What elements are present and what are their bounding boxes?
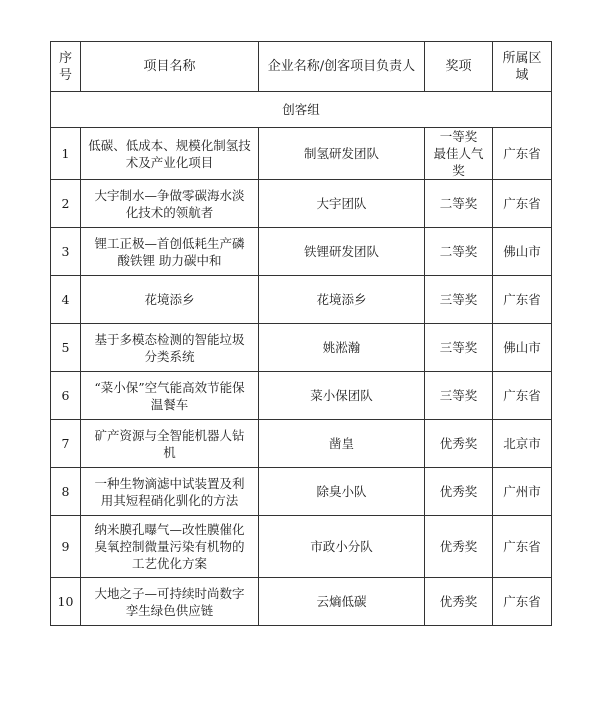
row-index (51, 180, 81, 228)
row-project-name (81, 372, 259, 420)
row-team (259, 516, 425, 578)
row-project-name-line: 用其短程硝化驯化的方法 (100, 492, 239, 508)
row-award-line: 优秀奖 (439, 436, 478, 451)
row-award (425, 128, 493, 180)
row-project-name (81, 468, 259, 516)
row-team-line: 花境添乡 (316, 292, 367, 307)
row-team (259, 578, 425, 626)
row-project-name (81, 420, 259, 468)
table-header (51, 42, 552, 92)
row-region (493, 516, 552, 578)
row-team-line: 市政小分队 (310, 539, 373, 554)
row-index-line: 4 (61, 292, 70, 307)
row-award (425, 372, 493, 420)
row-project-name-line: 大宇制水—争做零碳海水淡 (94, 187, 245, 203)
row-project-name-line: 纳米膜孔曝气—改性膜催化 (94, 522, 245, 537)
table-row (51, 468, 552, 516)
table-body (51, 92, 552, 626)
row-team-line: 凿皇 (328, 436, 354, 451)
row-team-line: 大宇团队 (316, 196, 367, 211)
row-region-line: 广东省 (503, 594, 541, 609)
row-award (425, 276, 493, 324)
row-project-name (81, 128, 259, 180)
row-index-line: 7 (61, 436, 70, 451)
row-team (259, 468, 425, 516)
row-project-name (81, 180, 259, 228)
row-project-name-line: 孪生绿色供应链 (125, 602, 214, 618)
row-index-line: 2 (61, 196, 70, 211)
row-project-name-line: 锂工正极—首创低耗生产磷 (94, 235, 245, 251)
row-team-line: 制氢研发团队 (303, 146, 379, 161)
row-index (51, 578, 81, 626)
row-award-line: 三等奖 (439, 340, 478, 355)
row-index (51, 324, 81, 372)
row-region-line: 广东省 (503, 292, 541, 307)
row-award-line: 最佳人气奖 (433, 146, 484, 178)
row-region (493, 276, 552, 324)
row-index-line: 8 (61, 484, 70, 499)
row-index-line: 6 (61, 388, 70, 403)
row-project-name (81, 516, 259, 578)
table-row (51, 180, 552, 228)
row-team (259, 372, 425, 420)
row-team (259, 180, 425, 228)
table-row (51, 276, 552, 324)
row-region-line: 广东省 (503, 539, 541, 554)
row-index-line: 5 (61, 340, 70, 355)
row-region-line: 广州市 (503, 484, 541, 499)
table-row (51, 420, 552, 468)
row-award (425, 578, 493, 626)
row-region-line: 北京市 (503, 436, 541, 451)
row-team (259, 420, 425, 468)
row-project-name-line: 工艺优化方案 (131, 556, 207, 571)
row-project-name-line: 低碳、低成本、规模化制氢技 (88, 137, 251, 153)
row-project-name-line: 术及产业化项目 (125, 154, 214, 170)
row-index-line: 3 (61, 244, 70, 259)
row-project-name-line: 分类系统 (144, 348, 195, 364)
row-project-name-line: 酸铁锂 助力碳中和 (117, 252, 222, 268)
row-project-name-line: 矿产资源与全智能机器人钻 (94, 427, 245, 443)
header-award: 奖项 (425, 42, 493, 92)
row-project-name-line: 臭氧控制微量污染有机物的 (94, 539, 245, 554)
row-region (493, 180, 552, 228)
row-project-name-line: “菜小保”空气能高效节能保 (94, 379, 245, 395)
row-region (493, 468, 552, 516)
row-team (259, 324, 425, 372)
row-award-line: 二等奖 (439, 196, 478, 211)
row-region (493, 128, 552, 180)
row-index (51, 420, 81, 468)
row-award (425, 420, 493, 468)
row-project-name-line: 基于多模态检测的智能垃圾 (94, 331, 245, 347)
row-region (493, 228, 552, 276)
row-team-line: 铁锂研发团队 (303, 244, 379, 259)
row-region-line: 广东省 (503, 146, 541, 161)
row-award (425, 468, 493, 516)
row-team (259, 276, 425, 324)
row-award (425, 324, 493, 372)
row-team-line: 除臭小队 (316, 484, 367, 499)
row-index (51, 372, 81, 420)
row-award-line: 优秀奖 (439, 484, 478, 499)
row-project-name (81, 324, 259, 372)
table-row (51, 128, 552, 180)
header-project-name: 项目名称 (81, 42, 259, 92)
table-row (51, 372, 552, 420)
row-region-line: 佛山市 (503, 244, 541, 259)
row-region-line: 佛山市 (503, 340, 541, 355)
awards-table (50, 41, 552, 626)
group-label: 创客组 (51, 92, 552, 128)
row-index (51, 468, 81, 516)
row-index (51, 276, 81, 324)
row-team-line: 菜小保团队 (310, 388, 373, 403)
row-award-line: 优秀奖 (439, 539, 478, 554)
header-team: 企业名称/创客项目负责人 (259, 42, 425, 92)
table-row (51, 578, 552, 626)
row-region-line: 广东省 (503, 196, 541, 211)
row-project-name (81, 578, 259, 626)
row-award-line: 三等奖 (439, 292, 478, 307)
row-index-line: 1 (61, 146, 70, 161)
row-region-line: 广东省 (503, 388, 541, 403)
table-row (51, 516, 552, 578)
row-award-line: 三等奖 (439, 388, 478, 403)
row-team (259, 128, 425, 180)
row-region (493, 324, 552, 372)
row-index (51, 128, 81, 180)
header-index: 序号 (51, 42, 81, 92)
row-award-line: 二等奖 (439, 244, 478, 259)
row-project-name-line: 机 (163, 444, 176, 460)
row-index-line: 10 (57, 594, 74, 609)
row-award (425, 180, 493, 228)
row-award-line: 优秀奖 (439, 594, 478, 609)
row-index-line: 9 (61, 539, 70, 554)
table-row (51, 228, 552, 276)
row-project-name (81, 276, 259, 324)
row-team-line: 云熵低碳 (316, 594, 367, 609)
row-project-name-line: 大地之子—可持续时尚数字 (94, 585, 245, 601)
row-project-name-line: 化技术的领航者 (125, 204, 214, 220)
row-award (425, 228, 493, 276)
row-project-name-line: 温餐车 (150, 396, 189, 412)
table-row (51, 324, 552, 372)
row-index (51, 228, 81, 276)
row-project-name-line: 花境添乡 (144, 292, 195, 307)
row-project-name-line: 一种生物滴滤中试装置及利 (94, 475, 245, 491)
row-team-line: 姚淞瀚 (322, 340, 361, 355)
row-region (493, 420, 552, 468)
row-region (493, 578, 552, 626)
row-team (259, 228, 425, 276)
row-award (425, 516, 493, 578)
header-region: 所属区域 (493, 42, 552, 92)
row-project-name (81, 228, 259, 276)
row-index (51, 516, 81, 578)
row-region (493, 372, 552, 420)
row-award-line: 一等奖 (439, 129, 478, 144)
